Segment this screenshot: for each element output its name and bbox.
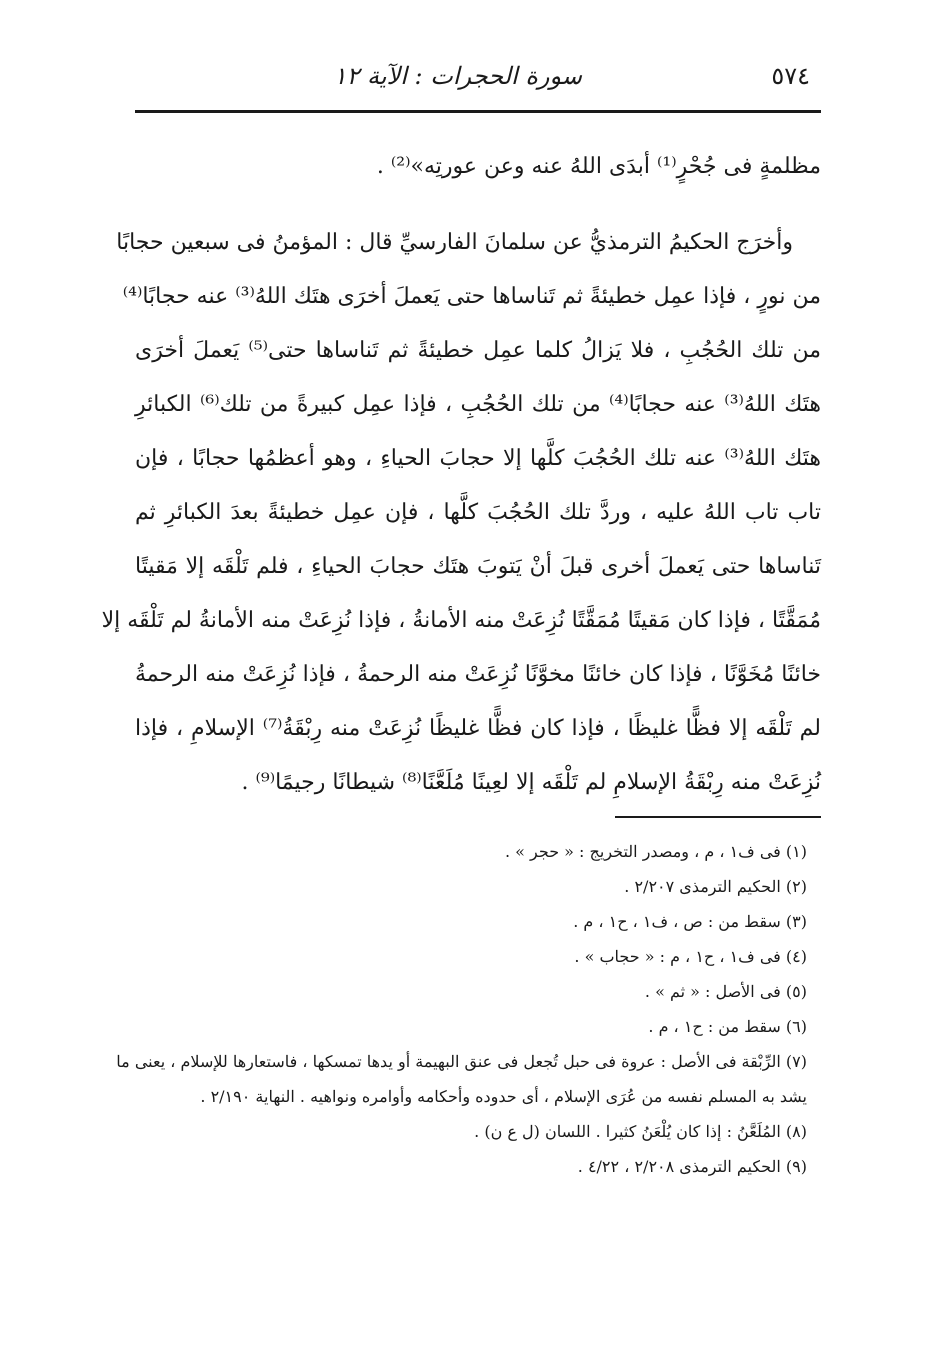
footnote: (٨) المُلَعَّنُ : إذا كان يُلْعَنُ كثيرا . اللسان (ل ع ن) . (474, 1122, 807, 1141)
paragraph-gap (135, 194, 821, 216)
footnote: (٢) الحكيم الترمذى ٢/٢٠٧ . (624, 877, 807, 896)
footnote: (١) فى ف١ ، م ، ومصدر التخريج : « حجر » . (505, 842, 807, 861)
text-line: هتَك اللهُ⁽³⁾ عنه حجابًا⁽⁴⁾ من تلك الحُجُبِ ، فإذا عمِل كبيرةً من تلك⁽⁶⁾ الكبائرِ (135, 392, 821, 417)
footnote: (٦) سقط من : ح١ ، م . (648, 1017, 807, 1036)
footnote: (٧) الرِّبْقة فى الأصل : عروة فى حبل تُجعل فى عنق البهيمة أو يدها تمسكها ، فاستعارها للإسلام ، يعنى ما (116, 1052, 807, 1071)
page-number: ٥٧٤ (771, 62, 810, 90)
footnote-continuation: يشد به المسلم نفسه من عُرَى الإسلام ، أى حدوده وأحكامه وأوامره ونواهيه . النهاية ٢/١٩٠ . (200, 1087, 807, 1106)
footnote: (٣) سقط من : ص ، ف١ ، ح١ ، م . (573, 912, 807, 931)
text-line: مُمَقَّتًا ، فإذا كان مَقيتًا مُمَقَّتًا نُزِعَتْ منه الأمانةُ ، فإذا نُزِعَتْ منه الأمانةُ لم تَلْقَه إلا (101, 608, 821, 633)
footnote: (٩) الحكيم الترمذى ٢/٢٠٨ ، ٤/٢٢ . (577, 1157, 807, 1176)
footnote-separator (615, 816, 821, 818)
text-line: من نورٍ ، فإذا عمِل خطيئةً ثم تَناساها حتى يَعملَ أخرَى هتَك اللهُ⁽³⁾ عنه حجابًا⁽⁴⁾ (122, 284, 821, 309)
footnotes (116, 834, 821, 1184)
footnote: (٤) فى ف١ ، ح١ ، م : « حجاب » . (574, 947, 807, 966)
text-line: لم تَلْقَه إلا فظًّا غليظًا ، فإذا كان فظًّا غليظًا نُزِعَتْ منه رِبْقَةُ⁽⁷⁾ الإسلامِ ، فإذا (135, 716, 822, 741)
text-line: من تلك الحُجُبِ ، فلا يَزالُ كلما عمِل خطيئةً ثم تَناساها حتى⁽⁵⁾ يَعملَ أخرَى (135, 338, 821, 363)
running-title: سورة الحجرات : الآية ١٢ (333, 62, 582, 90)
page-header (135, 52, 820, 104)
main-text (101, 140, 822, 810)
footnote: (٥) فى الأصل : « ثم » . (644, 982, 807, 1001)
text-line: مظلمةٍ فى جُحْرٍ⁽¹⁾ أبدَى اللهُ عنه وعن عورتِه»⁽²⁾ . (376, 154, 821, 179)
header-rule (135, 110, 821, 113)
text-line: وأخرَج الحكيمُ الترمذيُّ عن سلمانَ الفارسيِّ قال : المؤمنُ فى سبعين حجابًا (116, 230, 793, 255)
text-line: نُزِعَتْ منه رِبْقَةُ الإسلامِ لم تَلْقَه إلا لعِينًا مُلَعَّنًا⁽⁸⁾ شيطانًا رجيمًا⁽⁹⁾ . (241, 770, 821, 795)
text-line: خائنًا مُخَوَّنًا ، فإذا كان خائنًا مخوَّنًا نُزِعَتْ منه الرحمةُ ، فإذا نُزِعَتْ منه الرحمةُ (135, 662, 821, 687)
text-line: تَناساها حتى يَعملَ أخرى قبلَ أنْ يَتوبَ هتَك حجابَ الحياءِ ، فلم تَلْقَه إلا مَقيتًا (135, 554, 821, 579)
text-line: هتَك اللهُ⁽³⁾ عنه تلك الحُجُبَ كلَّها إلا حجابَ الحياءِ ، وهو أعظمُها حجابًا ، فإن (135, 446, 822, 471)
text-line: تاب تاب اللهُ عليه ، وردَّ تلك الحُجُبَ كلَّها ، فإن عمِل خطيئةً بعدَ الكبائرِ ثم (135, 500, 821, 525)
